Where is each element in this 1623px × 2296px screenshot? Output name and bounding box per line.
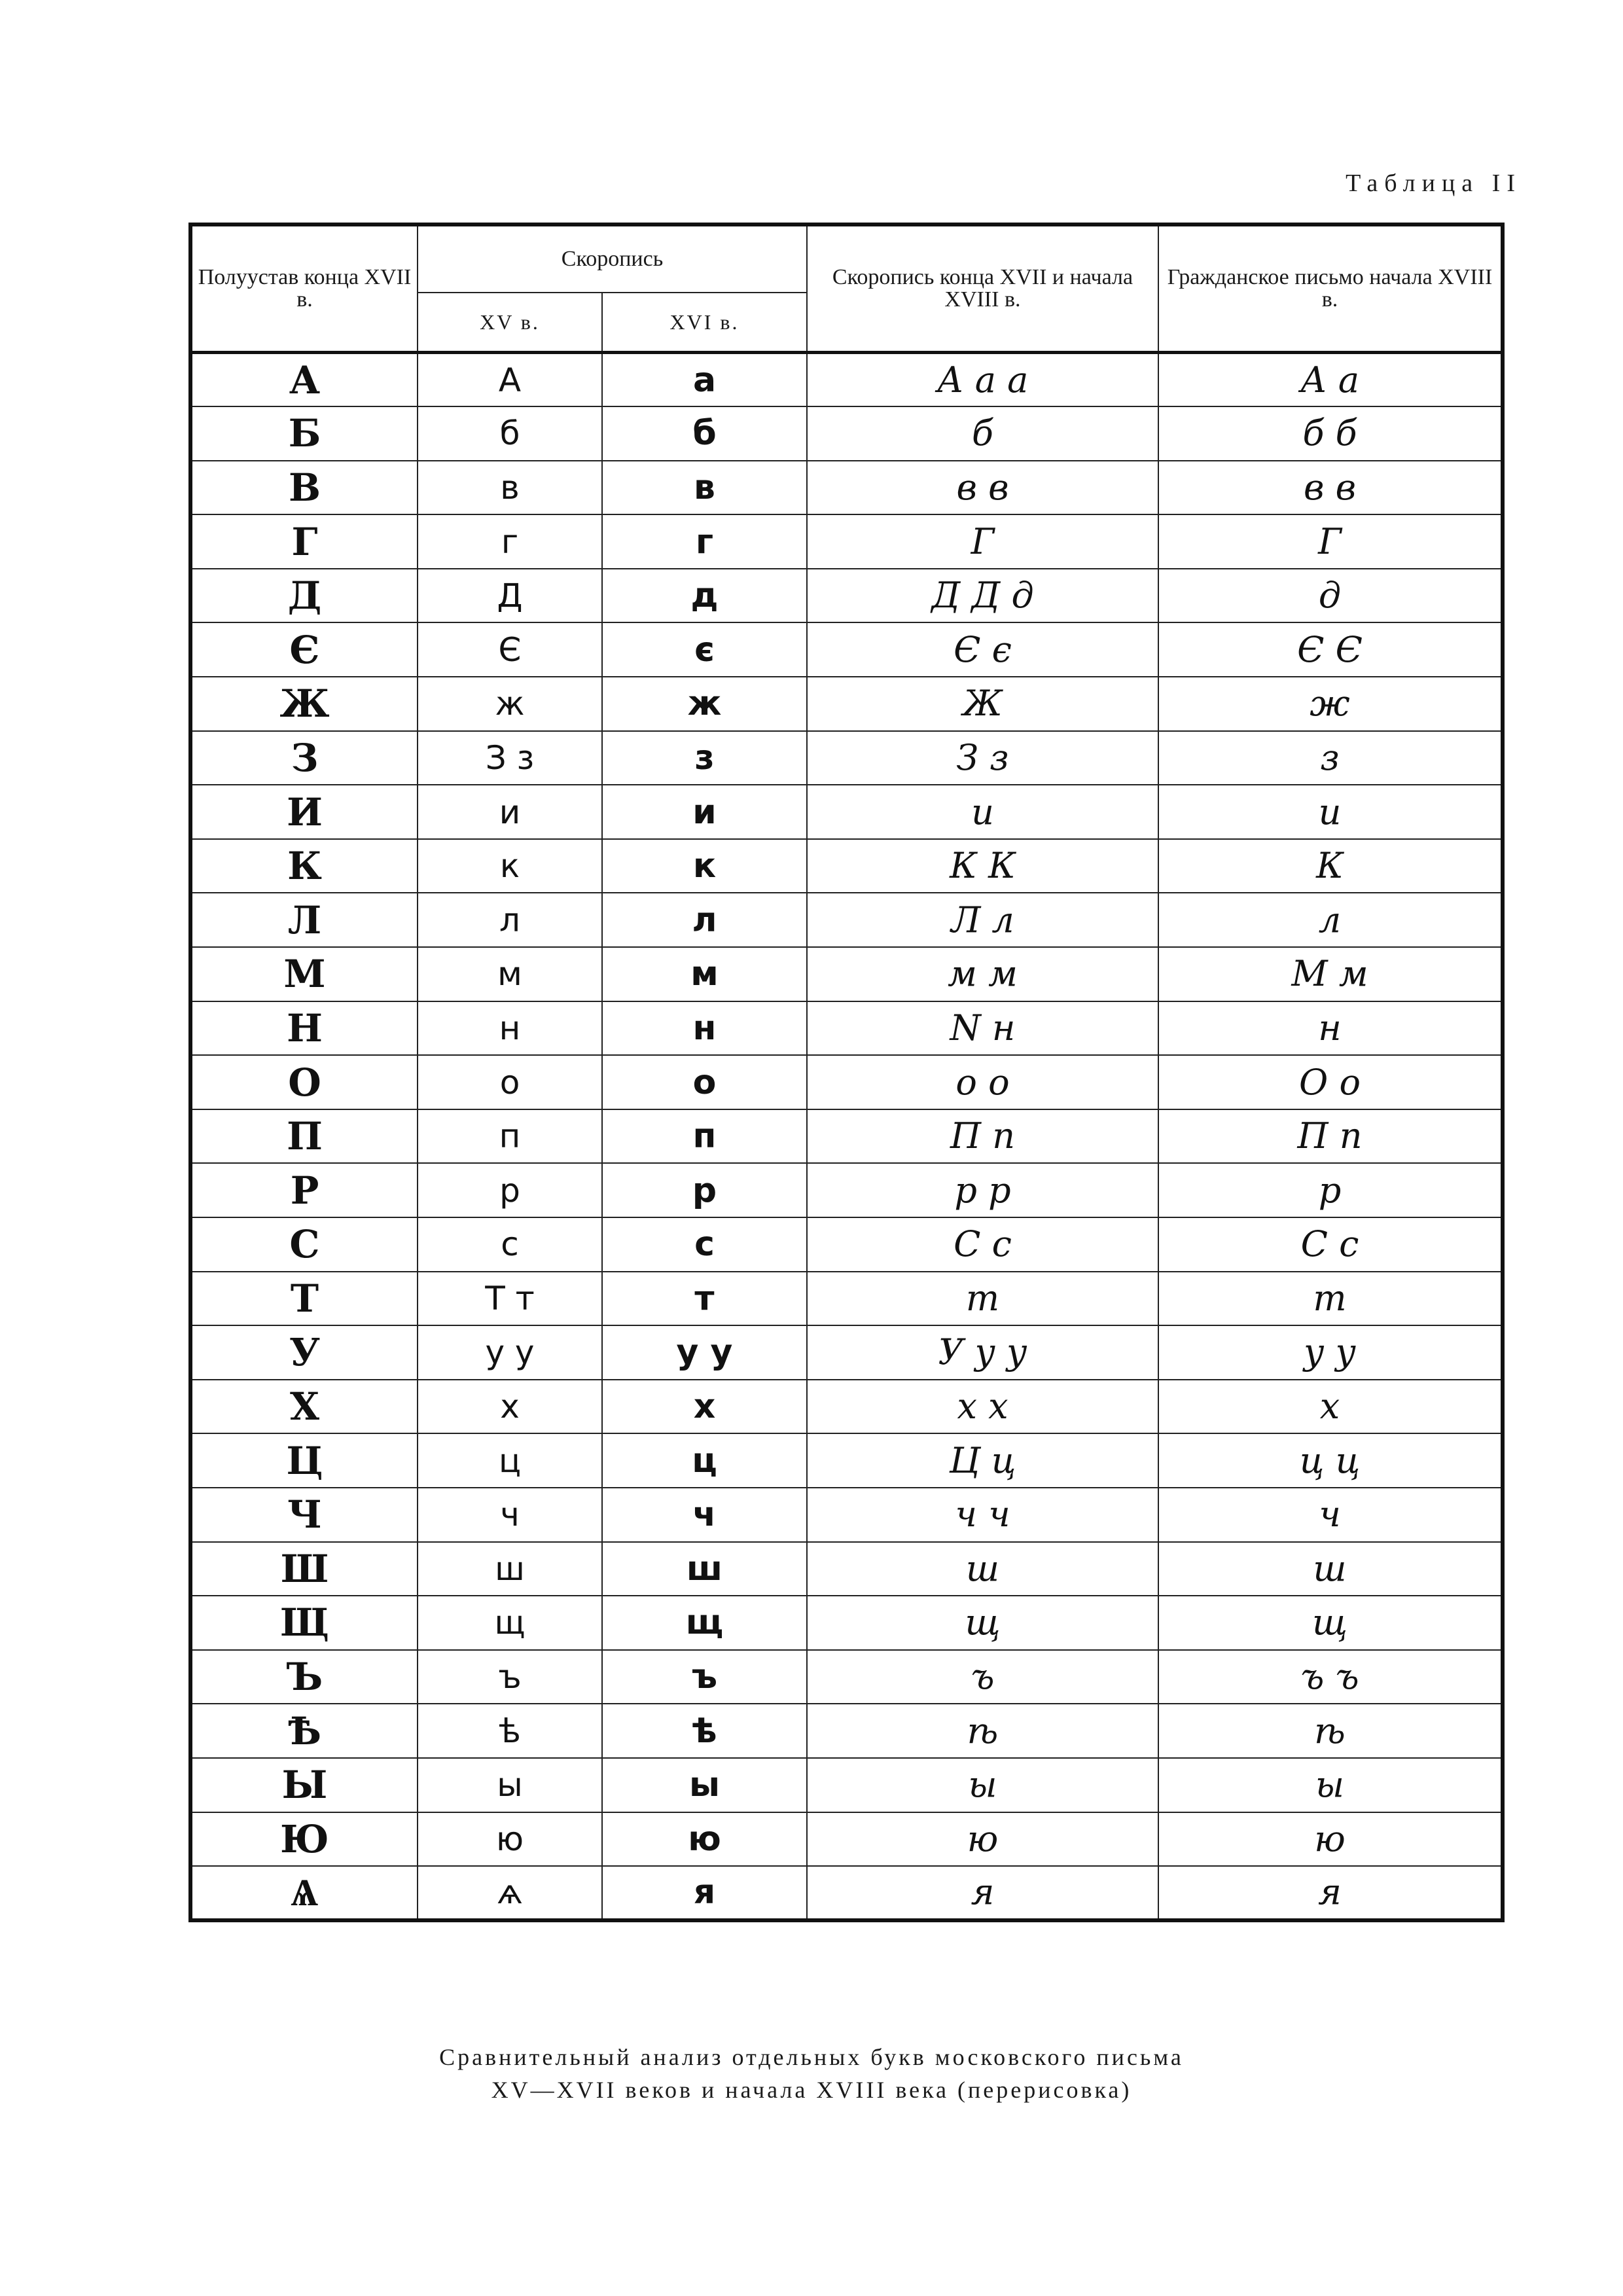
cell-late-skoropis: б: [807, 406, 1158, 461]
cell-skoropis-xv: ы: [418, 1758, 602, 1812]
cell-late-skoropis: и: [807, 785, 1158, 839]
cell-skoropis-xvi: ю: [602, 1812, 807, 1867]
cell-civil-script: ш: [1158, 1542, 1503, 1596]
cell-poluustav: П: [190, 1109, 418, 1164]
cell-skoropis-xv: щ: [418, 1596, 602, 1650]
table-row: [190, 569, 1503, 623]
table-row: [190, 1217, 1503, 1272]
cell-skoropis-xvi: ж: [602, 677, 807, 731]
caption-line-1: Сравнительный анализ отдельных букв московского письма: [439, 2044, 1184, 2070]
cell-poluustav: Ц: [190, 1433, 418, 1488]
cell-skoropis-xv: Є: [418, 622, 602, 677]
cell-civil-script: ж: [1158, 677, 1503, 731]
cell-late-skoropis: З з: [807, 731, 1158, 785]
cell-late-skoropis: о о: [807, 1055, 1158, 1109]
cell-poluustav: Ѧ: [190, 1866, 418, 1920]
cell-skoropis-xv: в: [418, 461, 602, 515]
cell-skoropis-xvi: ч: [602, 1488, 807, 1542]
cell-skoropis-xvi: б: [602, 406, 807, 461]
cell-poluustav: Л: [190, 893, 418, 947]
cell-skoropis-xv: ч: [418, 1488, 602, 1542]
cell-late-skoropis: А а а: [807, 353, 1158, 407]
table-row: [190, 406, 1503, 461]
cell-late-skoropis: в в: [807, 461, 1158, 515]
cell-skoropis-xvi: д: [602, 569, 807, 623]
cell-civil-script: К: [1158, 839, 1503, 893]
table-row: [190, 1704, 1503, 1758]
cell-skoropis-xv: р: [418, 1163, 602, 1217]
cell-poluustav: Ж: [190, 677, 418, 731]
table-row: [190, 947, 1503, 1001]
table-row: [190, 1055, 1503, 1109]
cell-skoropis-xvi: с: [602, 1217, 807, 1272]
cell-skoropis-xvi: у у: [602, 1325, 807, 1380]
table-body: [190, 353, 1503, 1920]
cell-civil-script: ъ ъ: [1158, 1650, 1503, 1704]
table-row: [190, 893, 1503, 947]
cell-civil-script: П п: [1158, 1109, 1503, 1164]
cell-skoropis-xvi: ѣ: [602, 1704, 807, 1758]
cell-civil-script: щ: [1158, 1596, 1503, 1650]
cell-late-skoropis: Ж: [807, 677, 1158, 731]
cell-civil-script: у у: [1158, 1325, 1503, 1380]
cell-skoropis-xv: ѧ: [418, 1866, 602, 1920]
header-civil-script: Гражданское письмо начала XVIII в.: [1158, 224, 1503, 353]
table-row: [190, 622, 1503, 677]
cell-poluustav: З: [190, 731, 418, 785]
table-row: [190, 1596, 1503, 1650]
cell-poluustav: Х: [190, 1380, 418, 1434]
cell-poluustav: О: [190, 1055, 418, 1109]
cell-skoropis-xvi: р: [602, 1163, 807, 1217]
cell-late-skoropis: Ц ц: [807, 1433, 1158, 1488]
cell-late-skoropis: С с: [807, 1217, 1158, 1272]
cell-skoropis-xvi: є: [602, 622, 807, 677]
figure-caption: [0, 2041, 1623, 2106]
cell-skoropis-xvi: л: [602, 893, 807, 947]
header-poluustav: Полуустав конца XVII в.: [190, 224, 418, 353]
cell-poluustav: Є: [190, 622, 418, 677]
cell-skoropis-xvi: и: [602, 785, 807, 839]
table-header: [190, 224, 1503, 353]
cell-skoropis-xvi: ц: [602, 1433, 807, 1488]
cell-poluustav: И: [190, 785, 418, 839]
cell-poluustav: К: [190, 839, 418, 893]
cell-poluustav: С: [190, 1217, 418, 1272]
caption-line-2: XV—XVII веков и начала XVIII века (перерисовка): [491, 2077, 1132, 2103]
cell-skoropis-xvi: н: [602, 1001, 807, 1056]
cell-civil-script: з: [1158, 731, 1503, 785]
cell-skoropis-xv: ѣ: [418, 1704, 602, 1758]
cell-civil-script: л: [1158, 893, 1503, 947]
cell-civil-script: А а: [1158, 353, 1503, 407]
cell-civil-script: М м: [1158, 947, 1503, 1001]
cell-civil-script: т: [1158, 1272, 1503, 1326]
cell-late-skoropis: ѣ: [807, 1704, 1158, 1758]
cell-poluustav: Б: [190, 406, 418, 461]
cell-poluustav: Ю: [190, 1812, 418, 1867]
cell-skoropis-xvi: ш: [602, 1542, 807, 1596]
table-row: [190, 1542, 1503, 1596]
cell-skoropis-xvi: я: [602, 1866, 807, 1920]
cell-civil-script: ѣ: [1158, 1704, 1503, 1758]
header-xv-century: XV в.: [418, 293, 602, 353]
cell-skoropis-xv: о: [418, 1055, 602, 1109]
cell-skoropis-xv: п: [418, 1109, 602, 1164]
header-skoropis: Скоропись: [418, 224, 807, 293]
cell-civil-script: С с: [1158, 1217, 1503, 1272]
cell-poluustav: М: [190, 947, 418, 1001]
cell-skoropis-xvi: о: [602, 1055, 807, 1109]
cell-skoropis-xvi: к: [602, 839, 807, 893]
cell-skoropis-xv: З з: [418, 731, 602, 785]
cell-skoropis-xvi: в: [602, 461, 807, 515]
table-row: [190, 353, 1503, 407]
cell-skoropis-xv: к: [418, 839, 602, 893]
cell-late-skoropis: N н: [807, 1001, 1158, 1056]
cell-poluustav: Ъ: [190, 1650, 418, 1704]
cell-skoropis-xvi: г: [602, 514, 807, 569]
cell-skoropis-xv: А: [418, 353, 602, 407]
cell-skoropis-xv: м: [418, 947, 602, 1001]
cell-skoropis-xvi: щ: [602, 1596, 807, 1650]
table-row: [190, 1325, 1503, 1380]
table-row: [190, 839, 1503, 893]
cell-skoropis-xv: у у: [418, 1325, 602, 1380]
cell-late-skoropis: ю: [807, 1812, 1158, 1867]
table-row: [190, 1109, 1503, 1164]
cell-late-skoropis: Л л: [807, 893, 1158, 947]
cell-poluustav: Г: [190, 514, 418, 569]
cell-poluustav: Т: [190, 1272, 418, 1326]
cell-skoropis-xvi: ъ: [602, 1650, 807, 1704]
table-row: [190, 1866, 1503, 1920]
table-row: [190, 1758, 1503, 1812]
cell-late-skoropis: ч ч: [807, 1488, 1158, 1542]
table-row: [190, 1163, 1503, 1217]
cell-skoropis-xvi: ы: [602, 1758, 807, 1812]
header-xvi-century: XVI в.: [602, 293, 807, 353]
cell-skoropis-xvi: п: [602, 1109, 807, 1164]
cell-poluustav: Ы: [190, 1758, 418, 1812]
table-row: [190, 785, 1503, 839]
cell-civil-script: в в: [1158, 461, 1503, 515]
cell-poluustav: А: [190, 353, 418, 407]
cell-late-skoropis: щ: [807, 1596, 1158, 1650]
cell-late-skoropis: У у у: [807, 1325, 1158, 1380]
cell-skoropis-xv: ц: [418, 1433, 602, 1488]
cell-skoropis-xv: ю: [418, 1812, 602, 1867]
cell-skoropis-xv: с: [418, 1217, 602, 1272]
letters-comparison-table: [188, 223, 1505, 1922]
cell-skoropis-xvi: м: [602, 947, 807, 1001]
cell-skoropis-xvi: а: [602, 353, 807, 407]
cell-poluustav: У: [190, 1325, 418, 1380]
cell-poluustav: В: [190, 461, 418, 515]
cell-civil-script: ы: [1158, 1758, 1503, 1812]
cell-poluustav: Р: [190, 1163, 418, 1217]
cell-skoropis-xvi: з: [602, 731, 807, 785]
cell-civil-script: б б: [1158, 406, 1503, 461]
cell-late-skoropis: ы: [807, 1758, 1158, 1812]
cell-skoropis-xv: н: [418, 1001, 602, 1056]
cell-skoropis-xvi: т: [602, 1272, 807, 1326]
cell-civil-script: О о: [1158, 1055, 1503, 1109]
cell-poluustav: Щ: [190, 1596, 418, 1650]
cell-civil-script: я: [1158, 1866, 1503, 1920]
cell-late-skoropis: т: [807, 1272, 1158, 1326]
cell-skoropis-xv: б: [418, 406, 602, 461]
cell-late-skoropis: Є є: [807, 622, 1158, 677]
cell-civil-script: д: [1158, 569, 1503, 623]
cell-skoropis-xv: Т т: [418, 1272, 602, 1326]
cell-civil-script: ю: [1158, 1812, 1503, 1867]
table-row: [190, 677, 1503, 731]
cell-skoropis-xv: х: [418, 1380, 602, 1434]
cell-late-skoropis: м м: [807, 947, 1158, 1001]
cell-poluustav: Д: [190, 569, 418, 623]
table-row: [190, 1488, 1503, 1542]
cell-civil-script: Г: [1158, 514, 1503, 569]
cell-civil-script: ц ц: [1158, 1433, 1503, 1488]
cell-late-skoropis: р р: [807, 1163, 1158, 1217]
cell-late-skoropis: Г: [807, 514, 1158, 569]
cell-poluustav: Н: [190, 1001, 418, 1056]
cell-poluustav: Ѣ: [190, 1704, 418, 1758]
cell-skoropis-xvi: х: [602, 1380, 807, 1434]
table-row: [190, 1433, 1503, 1488]
cell-late-skoropis: К К: [807, 839, 1158, 893]
cell-civil-script: н: [1158, 1001, 1503, 1056]
cell-civil-script: и: [1158, 785, 1503, 839]
cell-poluustav: Ч: [190, 1488, 418, 1542]
table-row: [190, 1650, 1503, 1704]
cell-civil-script: р: [1158, 1163, 1503, 1217]
cell-skoropis-xv: Д: [418, 569, 602, 623]
cell-skoropis-xv: ш: [418, 1542, 602, 1596]
header-late-skoropis: Скоропись конца XVII и начала XVIII в.: [807, 224, 1158, 353]
table-row: [190, 1272, 1503, 1326]
cell-skoropis-xv: л: [418, 893, 602, 947]
cell-late-skoropis: ъ: [807, 1650, 1158, 1704]
cell-skoropis-xv: и: [418, 785, 602, 839]
table-row: [190, 731, 1503, 785]
cell-late-skoropis: я: [807, 1866, 1158, 1920]
cell-late-skoropis: х х: [807, 1380, 1158, 1434]
table-row: [190, 461, 1503, 515]
table-row: [190, 1380, 1503, 1434]
table-row: [190, 1812, 1503, 1867]
cell-poluustav: Ш: [190, 1542, 418, 1596]
table-label: Таблица II: [1346, 170, 1522, 197]
cell-late-skoropis: Д Д д: [807, 569, 1158, 623]
cell-civil-script: Є Є: [1158, 622, 1503, 677]
cell-late-skoropis: П п: [807, 1109, 1158, 1164]
table-row: [190, 514, 1503, 569]
table-row: [190, 1001, 1503, 1056]
cell-skoropis-xv: ж: [418, 677, 602, 731]
cell-civil-script: ч: [1158, 1488, 1503, 1542]
cell-skoropis-xv: г: [418, 514, 602, 569]
cell-late-skoropis: ш: [807, 1542, 1158, 1596]
cell-civil-script: х: [1158, 1380, 1503, 1434]
cell-skoropis-xv: ъ: [418, 1650, 602, 1704]
